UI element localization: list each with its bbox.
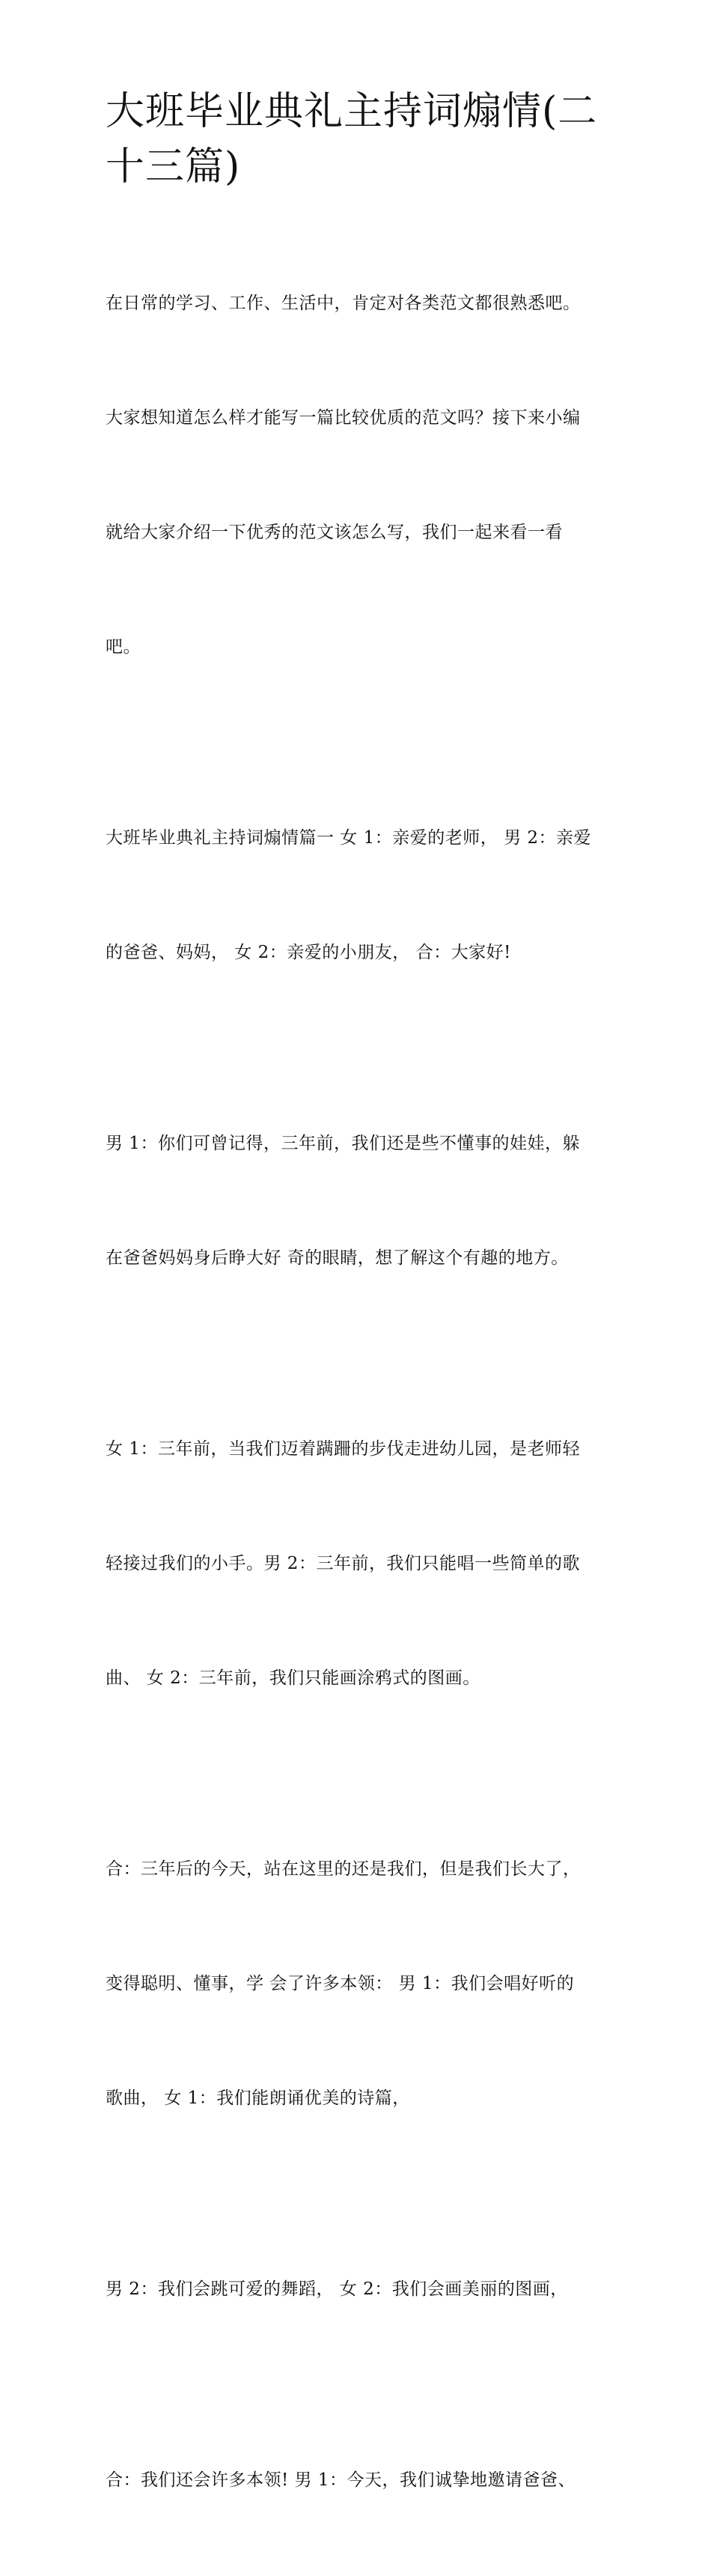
text-line: 女 1：三年前，当我们迈着蹒跚的步伐走进幼儿园，是老师轻 <box>106 1439 580 1459</box>
paragraph-chorus-today <box>106 1774 614 2194</box>
text-line: 歌曲， 女 1：我们能朗诵优美的诗篇， <box>106 2089 410 2108</box>
paragraph-male1-memory <box>106 1048 614 1354</box>
text-line: 轻接过我们的小手。男 2：三年前，我们只能唱一些简单的歌 <box>106 1554 580 1573</box>
text-line: 男 2：我们会跳可爱的舞蹈， 女 2：我们会画美丽的图画， <box>106 2279 568 2299</box>
paragraph-male2-dance <box>106 2194 614 2385</box>
text-line: 大班毕业典礼主持词煽情篇一 女 1：亲爱的老师， 男 2：亲爱 <box>106 828 592 848</box>
text-line: 曲、 女 2：三年前，我们只能画涂鸦式的图画。 <box>106 1668 480 1688</box>
text-line: 男 1：你们可曾记得，三年前，我们还是些不懂事的娃娃，躲 <box>106 1134 580 1153</box>
paragraph-chorus-invite <box>106 2385 614 2576</box>
document-body <box>106 208 614 2576</box>
text-line: 大家想知道怎么样才能写一篇比较优质的范文吗？接下来小编 <box>106 408 581 428</box>
text-line: 就给大家介绍一下优秀的范文该怎么写，我们一起来看一看 <box>106 523 563 542</box>
text-line: 合：三年后的今天，站在这里的还是我们，但是我们长大了， <box>106 1859 581 1879</box>
text-line: 吧。 <box>106 637 141 657</box>
paragraph-section-heading <box>106 743 614 1048</box>
text-line: 在爸爸妈妈身后睁大好 奇的眼睛，想了解这个有趣的地方。 <box>106 1248 569 1268</box>
document-title: 大班毕业典礼主持词煽情(二十三篇) <box>106 89 598 189</box>
text-line: 变得聪明、懂事，学 会了许多本领： 男 1：我们会唱好听的 <box>106 1974 575 1993</box>
paragraph-female1-memory <box>106 1354 614 1774</box>
paragraph-intro <box>106 208 614 743</box>
text-line: 的爸爸、妈妈， 女 2：亲爱的小朋友， 合：大家好! <box>106 943 511 962</box>
text-line: 合：我们还会许多本领! 男 1：今天，我们诚挚地邀请爸爸、 <box>106 2470 576 2490</box>
text-line: 在日常的学习、工作、生活中，肯定对各类范文都很熟悉吧。 <box>106 294 581 313</box>
